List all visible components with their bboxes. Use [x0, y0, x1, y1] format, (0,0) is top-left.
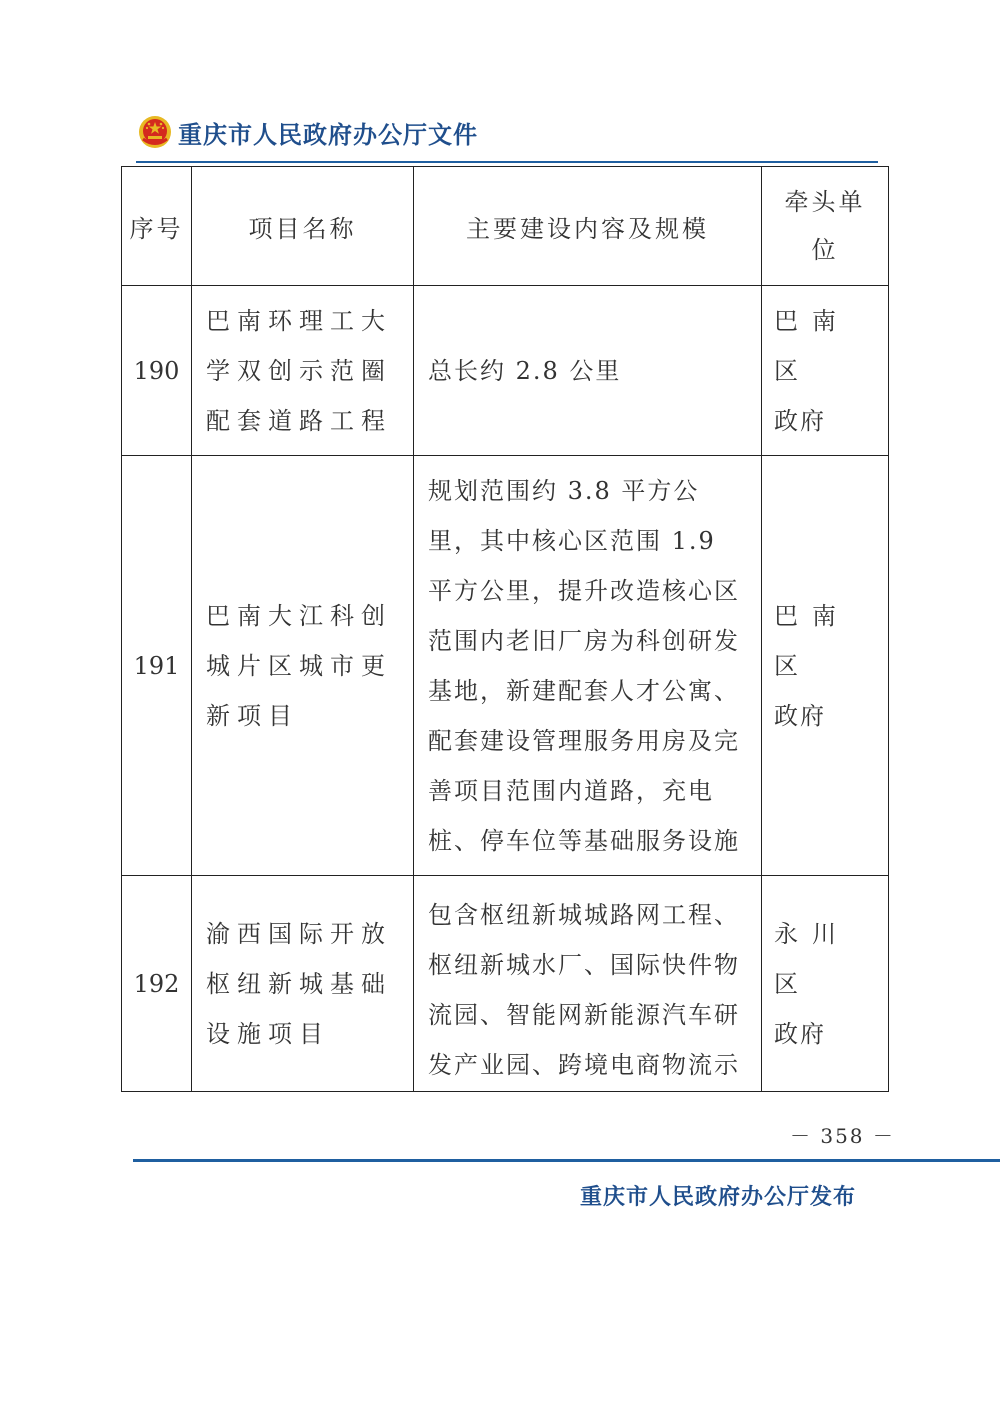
column-header-unit-line2: 位: [811, 236, 839, 264]
project-table: [121, 166, 889, 1092]
project-content: 规划范围约 3.8 平方公里，其中核心区范围 1.9 平方公里，提升改造核心区范围内老旧厂房为科创研发基地，新建配套人才公寓、配套建设管理服务用房及完善项目范围内道路，充电桩、停车位等基础服务设施: [414, 456, 762, 876]
project-name: 巴南大江科创城片区城市更新项目: [192, 456, 414, 876]
column-header-unit-line1: 牵头单: [784, 188, 866, 216]
column-header-name: 项目名称: [192, 167, 414, 286]
column-header-content: 主要建设内容及规模: [414, 167, 762, 286]
project-content: 包含枢纽新城城路网工程、枢纽新城水厂、国际快件物流园、智能网新能源汽车研发产业园、跨境电商物流示: [414, 876, 762, 1092]
project-name: 渝西国际开放枢纽新城基础设施项目: [192, 876, 414, 1092]
table-row: [122, 876, 889, 1092]
national-emblem-icon: [138, 115, 172, 149]
project-name: 巴南环理工大学双创示范圈配套道路工程: [192, 286, 414, 456]
column-header-no: 序号: [122, 167, 192, 286]
column-header-unit: [762, 167, 889, 286]
lead-unit-line1: 巴南区: [774, 601, 850, 680]
table-header-row: [122, 167, 889, 286]
lead-unit-line1: 永川区: [774, 919, 850, 998]
row-number: 191: [122, 456, 192, 876]
lead-unit: [762, 876, 889, 1092]
lead-unit: [762, 286, 889, 456]
row-number: 190: [122, 286, 192, 456]
table-row: [122, 456, 889, 876]
lead-unit-line2: 政府: [774, 701, 826, 730]
lead-unit-line2: 政府: [774, 406, 826, 435]
lead-unit-line2: 政府: [774, 1019, 826, 1048]
lead-unit-line1: 巴南区: [774, 306, 850, 385]
row-number: 192: [122, 876, 192, 1092]
table-row: [122, 286, 889, 456]
lead-unit: [762, 456, 889, 876]
header-divider: [136, 161, 878, 163]
project-content: 总长约 2.8 公里: [414, 286, 762, 456]
page-number: － 358 －: [790, 1124, 895, 1148]
footer-divider: [133, 1159, 1000, 1162]
footer-publisher: 重庆市人民政府办公厅发布: [580, 1184, 857, 1210]
document-header: [138, 112, 478, 152]
header-title: 重庆市人民政府办公厅文件: [178, 119, 478, 149]
